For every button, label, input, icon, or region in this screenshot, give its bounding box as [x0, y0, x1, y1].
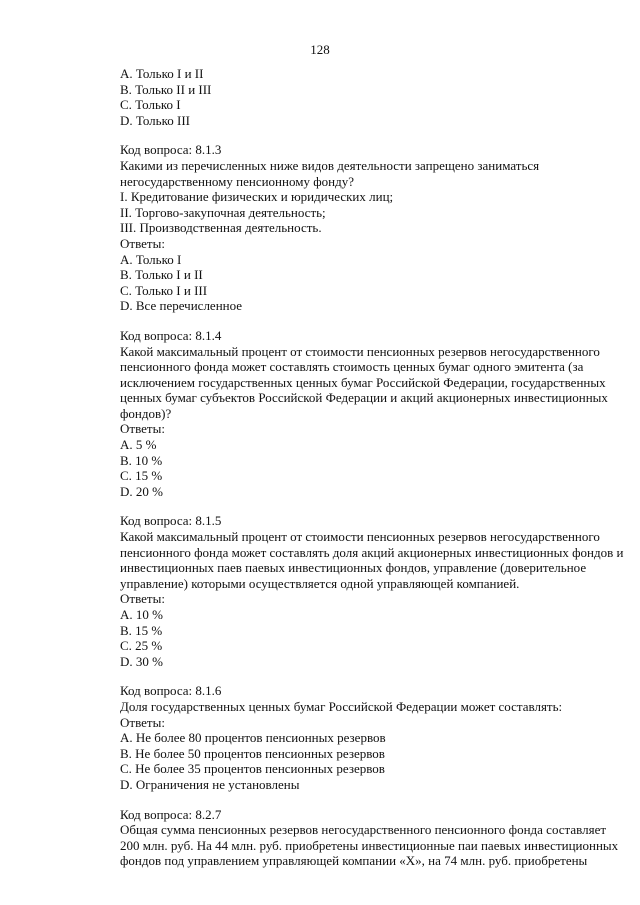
text-line: Общая сумма пенсионных резервов негосударственного пенсионного фонда составляет [120, 822, 607, 838]
text-line: Код вопроса: 8.1.6 [120, 683, 222, 699]
text-line: Какой максимальный процент от стоимости пенсионных резервов негосударственного [120, 529, 600, 545]
text-line: B. 15 % [120, 622, 163, 638]
question-block [120, 807, 620, 869]
text-line: фондов под управлением управляющей компании «X», на 74 млн. руб. приобретены [120, 853, 588, 869]
text-line: I. Кредитование физических и юридических лиц; [120, 189, 394, 205]
text-line: D. Все перечисленное [120, 298, 243, 314]
text-line: D. 20 % [120, 483, 163, 499]
question-block [120, 683, 620, 792]
text-line: ценных бумаг субъектов Российской Федерации и акций акционерных инвестиционных [120, 390, 608, 406]
text-line: C. 25 % [120, 638, 163, 654]
text-line: Какой максимальный процент от стоимости пенсионных резервов негосударственного [120, 343, 600, 359]
text-line: Код вопроса: 8.1.3 [120, 142, 222, 158]
text-line: Код вопроса: 8.1.5 [120, 513, 222, 529]
text-line: исключением государственных ценных бумаг Российской Федерации, государственных [120, 374, 606, 390]
text-line: III. Производственная деятельность. [120, 220, 322, 236]
text-line: D. 30 % [120, 653, 163, 669]
text-line: D. Только III [120, 112, 190, 128]
text-line: Какими из перечисленных ниже видов деятельности запрещено заниматься [120, 157, 540, 173]
text-line: A. 5 % [120, 437, 157, 453]
text-line: C. Только I [120, 97, 181, 113]
text-line: фондов)? [120, 405, 172, 421]
text-line: A. Только I и II [120, 66, 204, 81]
text-line: B. 10 % [120, 452, 163, 468]
text-line: B. Не более 50 процентов пенсионных резервов [120, 745, 385, 761]
text-line: D. Ограничения не установлены [120, 776, 300, 792]
text-line: A. Только I [120, 251, 182, 267]
text-line: Ответы: [120, 714, 165, 730]
text-line: Код вопроса: 8.2.7 [120, 806, 222, 822]
text-line: Доля государственных ценных бумаг Российской Федерации может составлять: [120, 698, 563, 714]
question-block [120, 328, 620, 500]
text-line: 200 млн. руб. На 44 млн. руб. приобретены инвестиционные паи паевых инвестиционных [120, 837, 619, 853]
text-line: управление) которыми осуществляется одной управляющей компанией. [120, 575, 520, 591]
text-line: C. Только I и III [120, 282, 208, 298]
text-line: Код вопроса: 8.1.4 [120, 327, 222, 343]
text-line: A. Не более 80 процентов пенсионных резервов [120, 730, 386, 746]
text-line: B. Только II и III [120, 81, 212, 97]
text-line: Ответы: [120, 591, 165, 607]
document-body [120, 66, 624, 869]
text-line: C. Не более 35 процентов пенсионных резервов [120, 761, 385, 777]
text-line: инвестиционных паев паевых инвестиционных фондов, управление (доверительное [120, 560, 587, 576]
text-line: B. Только I и II [120, 267, 203, 283]
text-line: пенсионного фонда может составлять доля акций акционерных инвестиционных фондов и [120, 544, 624, 560]
question-block [120, 66, 620, 128]
text-line: A. 10 % [120, 607, 163, 622]
question-block [120, 513, 624, 669]
text-line: C. 15 % [120, 468, 163, 484]
page-number: 128 [310, 42, 330, 57]
text-line: негосударственному пенсионному фонду? [120, 173, 354, 189]
text-line: пенсионного фонда может составлять стоимость ценных бумаг одного эмитента (за [120, 359, 584, 375]
text-line: Ответы: [120, 421, 165, 437]
text-line: II. Торгово-закупочная деятельность; [120, 204, 326, 220]
text-line: Ответы: [120, 235, 165, 251]
question-block [120, 142, 620, 314]
